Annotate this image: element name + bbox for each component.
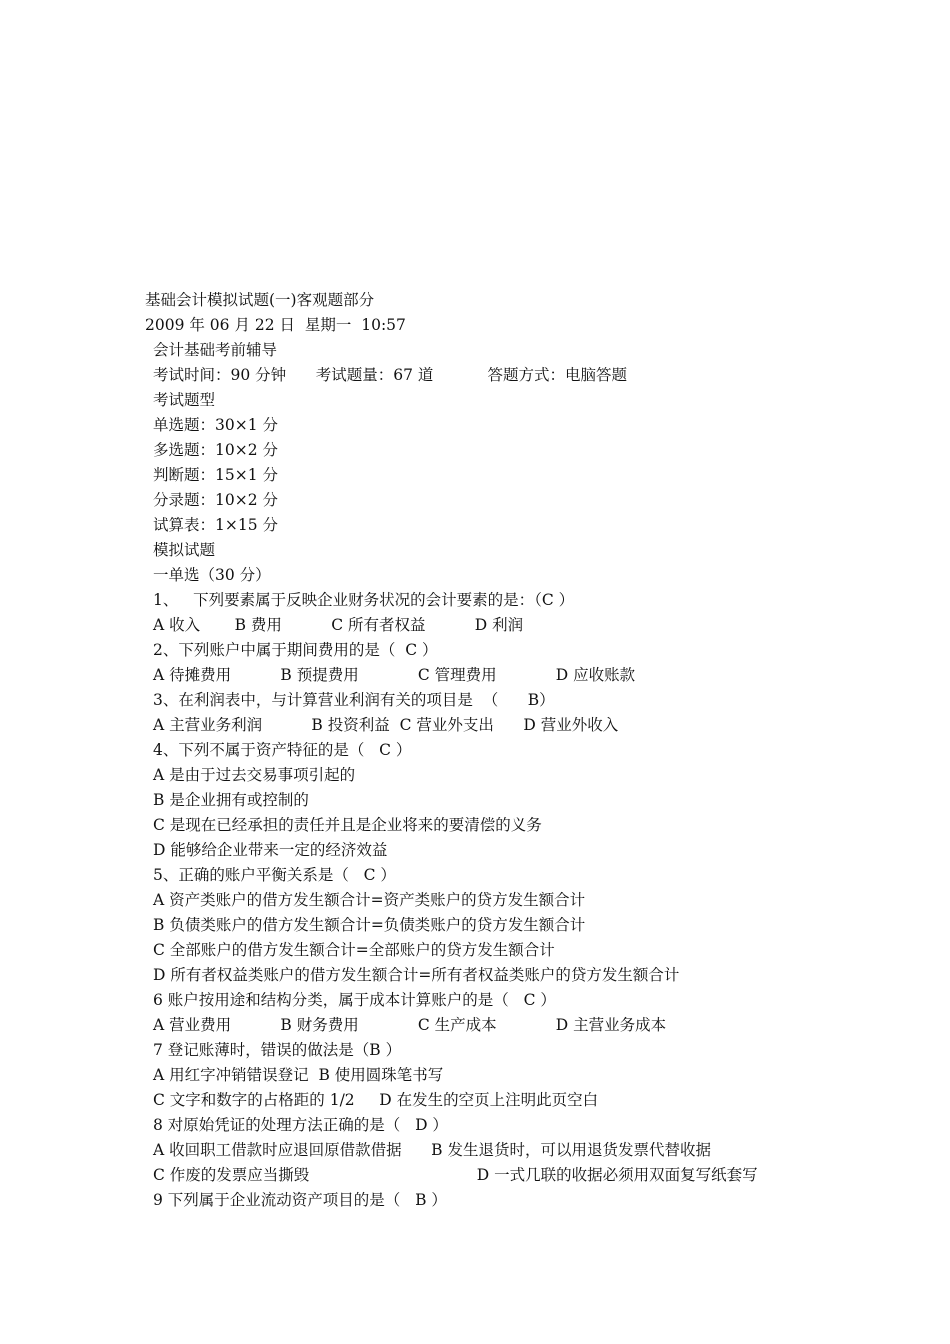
types-heading: 考试题型 (153, 391, 216, 409)
question-line: B 负债类账户的借方发生额合计=负债类账户的贷方发生额合计 (153, 916, 586, 934)
type-line: 单选题：30×1 分 (153, 416, 278, 434)
section-heading: 一单选（30 分） (153, 566, 271, 584)
question-line: 1、 下列要素属于反映企业财务状况的会计要素的是：（C ） (153, 591, 575, 609)
question-line: 4、下列不属于资产特征的是（ C ） (153, 741, 412, 759)
question-line: A 资产类账户的借方发生额合计=资产类账户的贷方发生额合计 (153, 891, 586, 909)
document-datetime: 2009 年 06 月 22 日 星期一 10:57 (145, 316, 406, 334)
question-line: 5、正确的账户平衡关系是（ C ） (153, 866, 396, 884)
sim-heading: 模拟试题 (153, 541, 216, 559)
type-line: 多选题：10×2 分 (153, 441, 278, 459)
question-line: C 作废的发票应当撕毁 D 一式几联的收据必须用双面复写纸套写 (153, 1166, 758, 1184)
question-line: A 是由于过去交易事项引起的 (153, 766, 356, 784)
question-line: A 收入 B 费用 C 所有者权益 D 利润 (153, 616, 524, 634)
question-line: B 是企业拥有或控制的 (153, 791, 309, 809)
type-line: 判断题：15×1 分 (153, 466, 278, 484)
question-line: C 全部账户的借方发生额合计=全部账户的贷方发生额合计 (153, 941, 555, 959)
question-line: A 用红字冲销错误登记 B 使用圆珠笔书写 (153, 1066, 444, 1084)
question-line: D 所有者权益类账户的借方发生额合计=所有者权益类账户的贷方发生额合计 (153, 966, 680, 984)
question-line: A 营业费用 B 财务费用 C 生产成本 D 主营业务成本 (153, 1016, 667, 1034)
question-line: 3、在利润表中，与计算营业利润有关的项目是 （ B） (153, 691, 555, 709)
question-line: C 文字和数字的占格距的 1/2 D 在发生的空页上注明此页空白 (153, 1091, 599, 1109)
question-line: A 待摊费用 B 预提费用 C 管理费用 D 应收账款 (153, 666, 636, 684)
type-line: 分录题：10×2 分 (153, 491, 278, 509)
question-line: 6 账户按用途和结构分类，属于成本计算账户的是（ C ） (153, 991, 556, 1009)
question-line: 2、下列账户中属于期间费用的是（ C ） (153, 641, 438, 659)
document-subtitle: 会计基础考前辅导 (153, 341, 278, 359)
question-line: A 收回职工借款时应退回原借款借据 B 发生退货时，可以用退货发票代替收据 (153, 1141, 712, 1159)
type-line: 试算表：1×15 分 (153, 516, 278, 534)
question-line: A 主营业务利润 B 投资利益 C 营业外支出 D 营业外收入 (153, 716, 619, 734)
question-line: D 能够给企业带来一定的经济效益 (153, 841, 388, 859)
question-line: C 是现在已经承担的责任并且是企业将来的要清偿的义务 (153, 816, 542, 834)
exam-info: 考试时间：90 分钟 考试题量：67 道 答题方式：电脑答题 (153, 366, 628, 384)
question-line: 9 下列属于企业流动资产项目的是（ B ） (153, 1191, 447, 1209)
question-line: 7 登记账薄时，错误的做法是（B ） (153, 1041, 402, 1059)
document-title: 基础会计模拟试题(一)客观题部分 (145, 291, 375, 309)
question-line: 8 对原始凭证的处理方法正确的是（ D ） (153, 1116, 448, 1134)
